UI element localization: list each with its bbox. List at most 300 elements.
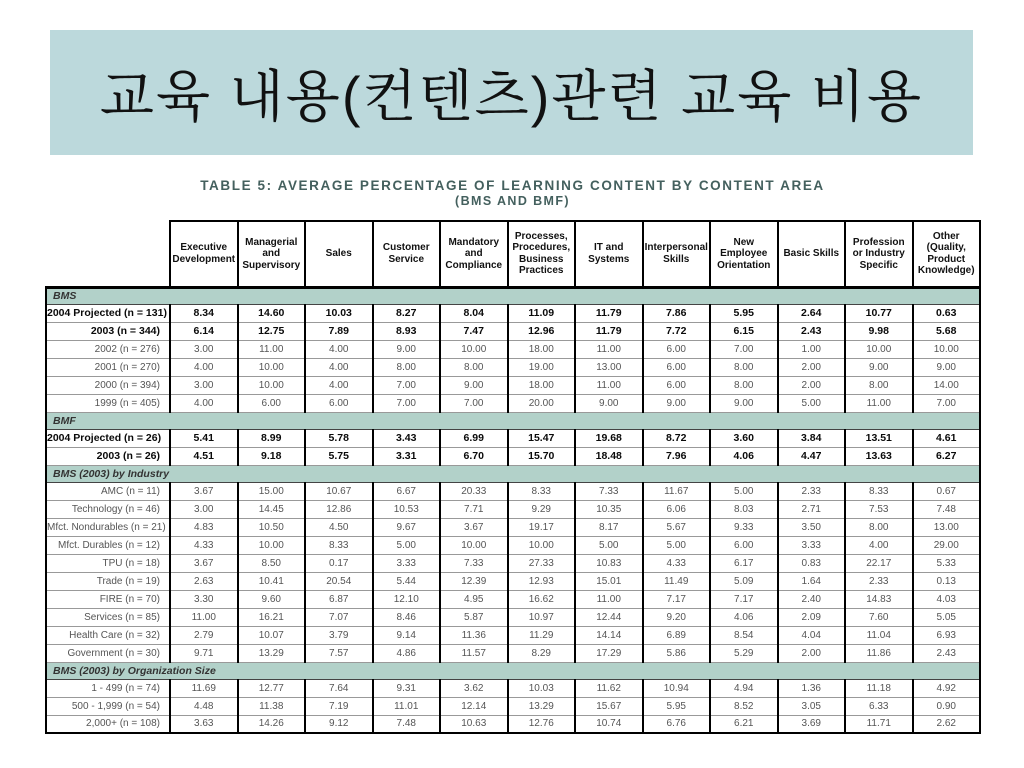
table-cell: 18.48: [575, 447, 643, 465]
table-cell: 8.99: [238, 429, 306, 447]
table-cell: 7.48: [373, 715, 441, 733]
table-cell: 5.95: [710, 304, 778, 322]
table-row: [46, 322, 980, 340]
content-table: [45, 220, 981, 734]
row-label: Services (n = 85): [46, 608, 170, 626]
table-cell: 14.60: [238, 304, 306, 322]
table-cell: 7.53: [845, 500, 913, 518]
section-header: BMS (2003) by Organization Size: [46, 662, 980, 679]
table-cell: 6.00: [305, 394, 373, 412]
table-cell: 3.67: [440, 518, 508, 536]
table-cell: 9.14: [373, 626, 441, 644]
table-row: [46, 358, 980, 376]
table-cell: 5.29: [710, 644, 778, 662]
table-row: [46, 429, 980, 447]
table-cell: 11.71: [845, 715, 913, 733]
table-cell: 5.78: [305, 429, 373, 447]
table-cell: 11.79: [575, 322, 643, 340]
table-cell: 14.00: [913, 376, 981, 394]
table-cell: 10.53: [373, 500, 441, 518]
table-cell: 12.39: [440, 572, 508, 590]
table-cell: 9.00: [440, 376, 508, 394]
table-cell: 18.00: [508, 376, 576, 394]
table-cell: 9.31: [373, 679, 441, 697]
table-cell: 7.71: [440, 500, 508, 518]
table-title-line2: (BMS AND BMF): [455, 194, 570, 208]
table-cell: 2.43: [913, 644, 981, 662]
table-cell: 9.98: [845, 322, 913, 340]
table-cell: 3.79: [305, 626, 373, 644]
table-cell: 8.00: [845, 376, 913, 394]
table-cell: 2.43: [778, 322, 846, 340]
table-cell: 3.00: [170, 340, 238, 358]
table-cell: 9.60: [238, 590, 306, 608]
table-cell: 11.69: [170, 679, 238, 697]
row-label: FIRE (n = 70): [46, 590, 170, 608]
table-cell: 4.92: [913, 679, 981, 697]
table-cell: 8.27: [373, 304, 441, 322]
table-cell: 8.54: [710, 626, 778, 644]
table-cell: 8.00: [710, 376, 778, 394]
row-label: Mfct. Durables (n = 12): [46, 536, 170, 554]
table-row: [46, 304, 980, 322]
column-header: Interpersonal Skills: [643, 221, 711, 287]
column-header: Profession or Industry Specific: [845, 221, 913, 287]
table-cell: 8.34: [170, 304, 238, 322]
table-cell: 10.83: [575, 554, 643, 572]
table-cell: 5.75: [305, 447, 373, 465]
table-cell: 15.00: [238, 482, 306, 500]
table-cell: 10.03: [305, 304, 373, 322]
column-header: Sales: [305, 221, 373, 287]
table-cell: 12.77: [238, 679, 306, 697]
table-cell: 2.00: [778, 644, 846, 662]
table-cell: 5.00: [373, 536, 441, 554]
table-row: [46, 697, 980, 715]
table-cell: 11.00: [238, 340, 306, 358]
table-cell: 4.00: [170, 394, 238, 412]
table-cell: 10.00: [238, 358, 306, 376]
table-cell: 6.70: [440, 447, 508, 465]
table-cell: 5.00: [643, 536, 711, 554]
table-row: [46, 572, 980, 590]
table-cell: 7.17: [643, 590, 711, 608]
table-cell: 10.07: [238, 626, 306, 644]
row-label: Health Care (n = 32): [46, 626, 170, 644]
table-cell: 3.00: [170, 376, 238, 394]
table-cell: 11.79: [575, 304, 643, 322]
column-header: Customer Service: [373, 221, 441, 287]
table-cell: 3.67: [170, 482, 238, 500]
table-cell: 7.96: [643, 447, 711, 465]
section-header: BMS: [46, 287, 980, 304]
table-cell: 14.14: [575, 626, 643, 644]
column-header: New Employee Orientation: [710, 221, 778, 287]
slide-title: 교육 내용(컨텐츠)관련 교육 비용: [99, 64, 924, 128]
table-cell: 16.62: [508, 590, 576, 608]
table-cell: 9.71: [170, 644, 238, 662]
table-cell: 9.00: [575, 394, 643, 412]
table-cell: 10.00: [913, 340, 981, 358]
table-cell: 9.18: [238, 447, 306, 465]
table-cell: 6.27: [913, 447, 981, 465]
table-cell: 20.54: [305, 572, 373, 590]
table-cell: 4.00: [170, 358, 238, 376]
table-cell: 10.35: [575, 500, 643, 518]
table-cell: 0.13: [913, 572, 981, 590]
section-header: BMF: [46, 412, 980, 429]
table-cell: 13.29: [508, 697, 576, 715]
table-cell: 7.00: [913, 394, 981, 412]
table-cell: 11.00: [575, 590, 643, 608]
column-header: Other (Quality, Product Knowledge): [913, 221, 981, 287]
table-cell: 4.33: [170, 536, 238, 554]
table-cell: 7.00: [440, 394, 508, 412]
table-cell: 9.00: [913, 358, 981, 376]
table-cell: 9.29: [508, 500, 576, 518]
table-cell: 13.00: [575, 358, 643, 376]
table-cell: 14.45: [238, 500, 306, 518]
table-cell: 2.09: [778, 608, 846, 626]
table-row: [46, 608, 980, 626]
table-cell: 8.46: [373, 608, 441, 626]
table-cell: 4.00: [305, 340, 373, 358]
table-cell: 8.52: [710, 697, 778, 715]
table-cell: 6.67: [373, 482, 441, 500]
table-cell: 13.51: [845, 429, 913, 447]
table-cell: 5.68: [913, 322, 981, 340]
table-cell: 6.99: [440, 429, 508, 447]
table-cell: 20.00: [508, 394, 576, 412]
table-cell: 15.01: [575, 572, 643, 590]
table-cell: 3.84: [778, 429, 846, 447]
table-cell: 6.00: [643, 376, 711, 394]
table-cell: 6.89: [643, 626, 711, 644]
row-label: 2003 (n = 26): [46, 447, 170, 465]
table-cell: 4.86: [373, 644, 441, 662]
table-row: [46, 626, 980, 644]
table-cell: 7.00: [373, 376, 441, 394]
table-cell: 6.06: [643, 500, 711, 518]
table-cell: 5.00: [710, 482, 778, 500]
table-title: [45, 177, 980, 209]
table-cell: 9.00: [373, 340, 441, 358]
table-cell: 2.63: [170, 572, 238, 590]
table-cell: 22.17: [845, 554, 913, 572]
table-cell: 5.41: [170, 429, 238, 447]
table-row: [46, 447, 980, 465]
table-cell: 3.33: [373, 554, 441, 572]
table-cell: 13.63: [845, 447, 913, 465]
row-label: AMC (n = 11): [46, 482, 170, 500]
table-cell: 7.64: [305, 679, 373, 697]
table-cell: 4.04: [778, 626, 846, 644]
table-cell: 6.33: [845, 697, 913, 715]
table-cell: 7.86: [643, 304, 711, 322]
table-cell: 17.29: [575, 644, 643, 662]
table-cell: 10.00: [508, 536, 576, 554]
table-cell: 3.30: [170, 590, 238, 608]
table-cell: 2.00: [778, 358, 846, 376]
row-label: Government (n = 30): [46, 644, 170, 662]
table-cell: 3.05: [778, 697, 846, 715]
column-header: Executive Development: [170, 221, 238, 287]
table-cell: 11.00: [170, 608, 238, 626]
table-cell: 29.00: [913, 536, 981, 554]
table-cell: 6.76: [643, 715, 711, 733]
table-cell: 3.43: [373, 429, 441, 447]
table-cell: 10.97: [508, 608, 576, 626]
table-cell: 8.29: [508, 644, 576, 662]
table-cell: 0.17: [305, 554, 373, 572]
table-cell: 10.00: [238, 376, 306, 394]
table-cell: 10.00: [845, 340, 913, 358]
table-cell: 1.64: [778, 572, 846, 590]
table-cell: 11.57: [440, 644, 508, 662]
table-cell: 8.00: [710, 358, 778, 376]
row-label: 2000 (n = 394): [46, 376, 170, 394]
table-cell: 7.33: [440, 554, 508, 572]
row-label: 2004 Projected (n = 26): [46, 429, 170, 447]
table-cell: 8.33: [305, 536, 373, 554]
table-cell: 3.67: [170, 554, 238, 572]
table-cell: 8.93: [373, 322, 441, 340]
table-title-line1: TABLE 5: AVERAGE PERCENTAGE OF LEARNING CONTENT BY CONTENT AREA: [200, 178, 825, 193]
table-cell: 3.69: [778, 715, 846, 733]
table-cell: 6.00: [643, 358, 711, 376]
table-cell: 4.06: [710, 608, 778, 626]
table-row: [46, 500, 980, 518]
table-cell: 8.50: [238, 554, 306, 572]
table-cell: 8.72: [643, 429, 711, 447]
table-cell: 2.62: [913, 715, 981, 733]
table-cell: 4.00: [845, 536, 913, 554]
table-cell: 4.48: [170, 697, 238, 715]
table-cell: 15.67: [575, 697, 643, 715]
table-cell: 10.41: [238, 572, 306, 590]
table-cell: 8.33: [508, 482, 576, 500]
table-cell: 5.86: [643, 644, 711, 662]
table-cell: 5.67: [643, 518, 711, 536]
table-cell: 8.03: [710, 500, 778, 518]
table-cell: 6.15: [710, 322, 778, 340]
table-cell: 11.38: [238, 697, 306, 715]
table-row: [46, 394, 980, 412]
table-cell: 13.29: [238, 644, 306, 662]
table-cell: 6.21: [710, 715, 778, 733]
table-cell: 4.47: [778, 447, 846, 465]
table-row: [46, 590, 980, 608]
table-cell: 5.33: [913, 554, 981, 572]
table-cell: 2.00: [778, 376, 846, 394]
table-cell: 9.00: [643, 394, 711, 412]
table-row: [46, 536, 980, 554]
table-cell: 4.33: [643, 554, 711, 572]
table-cell: 8.00: [440, 358, 508, 376]
table-row: [46, 554, 980, 572]
table-row: [46, 715, 980, 733]
table-cell: 9.00: [845, 358, 913, 376]
row-label: TPU (n = 18): [46, 554, 170, 572]
table-cell: 3.60: [710, 429, 778, 447]
table-cell: 12.96: [508, 322, 576, 340]
row-label: 2,000+ (n = 108): [46, 715, 170, 733]
table-cell: 12.75: [238, 322, 306, 340]
table-cell: 12.86: [305, 500, 373, 518]
table-cell: 7.33: [575, 482, 643, 500]
table-cell: 4.83: [170, 518, 238, 536]
table-cell: 15.47: [508, 429, 576, 447]
table-cell: 10.77: [845, 304, 913, 322]
table-cell: 7.89: [305, 322, 373, 340]
table-cell: 0.63: [913, 304, 981, 322]
table-cell: 11.01: [373, 697, 441, 715]
table-cell: 20.33: [440, 482, 508, 500]
column-header: Basic Skills: [778, 221, 846, 287]
table-row: [46, 644, 980, 662]
table-cell: 8.17: [575, 518, 643, 536]
table-cell: 10.00: [440, 340, 508, 358]
table-cell: 4.50: [305, 518, 373, 536]
column-header: Managerial and Supervisory: [238, 221, 306, 287]
table-cell: 2.64: [778, 304, 846, 322]
row-label: 2002 (n = 276): [46, 340, 170, 358]
table-cell: 12.14: [440, 697, 508, 715]
table-cell: 18.00: [508, 340, 576, 358]
table-cell: 10.94: [643, 679, 711, 697]
table-cell: 6.00: [643, 340, 711, 358]
table-cell: 19.17: [508, 518, 576, 536]
table-cell: 9.20: [643, 608, 711, 626]
table-cell: 10.63: [440, 715, 508, 733]
table-cell: 1.36: [778, 679, 846, 697]
table-cell: 2.33: [845, 572, 913, 590]
table-cell: 19.68: [575, 429, 643, 447]
table-cell: 11.09: [508, 304, 576, 322]
table-cell: 6.00: [238, 394, 306, 412]
table-cell: 4.00: [305, 376, 373, 394]
table-cell: 11.00: [575, 376, 643, 394]
table-cell: 11.29: [508, 626, 576, 644]
row-label: 1 - 499 (n = 74): [46, 679, 170, 697]
table-cell: 6.93: [913, 626, 981, 644]
table-cell: 11.62: [575, 679, 643, 697]
table-cell: 7.57: [305, 644, 373, 662]
table-cell: 9.67: [373, 518, 441, 536]
table-cell: 11.86: [845, 644, 913, 662]
table-cell: 11.67: [643, 482, 711, 500]
table-cell: 1.00: [778, 340, 846, 358]
table-cell: 11.00: [575, 340, 643, 358]
table-cell: 7.17: [710, 590, 778, 608]
table-cell: 11.36: [440, 626, 508, 644]
table-cell: 5.09: [710, 572, 778, 590]
row-label: Trade (n = 19): [46, 572, 170, 590]
column-header: Mandatory and Compliance: [440, 221, 508, 287]
table-cell: 7.72: [643, 322, 711, 340]
table-cell: 5.44: [373, 572, 441, 590]
table-cell: 2.40: [778, 590, 846, 608]
table-cell: 7.07: [305, 608, 373, 626]
table-cell: 6.14: [170, 322, 238, 340]
table-cell: 2.79: [170, 626, 238, 644]
table-cell: 15.70: [508, 447, 576, 465]
table-cell: 5.05: [913, 608, 981, 626]
table-cell: 10.74: [575, 715, 643, 733]
corner-cell: [46, 221, 170, 287]
row-label: 2001 (n = 270): [46, 358, 170, 376]
table-cell: 7.00: [373, 394, 441, 412]
table-cell: 0.67: [913, 482, 981, 500]
table-cell: 12.10: [373, 590, 441, 608]
table-cell: 7.47: [440, 322, 508, 340]
table-cell: 3.62: [440, 679, 508, 697]
table-cell: 12.44: [575, 608, 643, 626]
table-cell: 4.06: [710, 447, 778, 465]
table-row: [46, 518, 980, 536]
table-cell: 3.33: [778, 536, 846, 554]
table-cell: 10.67: [305, 482, 373, 500]
table-cell: 10.50: [238, 518, 306, 536]
table-cell: 4.51: [170, 447, 238, 465]
slide-title-band: [50, 30, 973, 155]
table-cell: 4.95: [440, 590, 508, 608]
table-cell: 11.49: [643, 572, 711, 590]
table-cell: 4.03: [913, 590, 981, 608]
row-label: 2003 (n = 344): [46, 322, 170, 340]
table-cell: 14.83: [845, 590, 913, 608]
row-label: 1999 (n = 405): [46, 394, 170, 412]
table-cell: 2.71: [778, 500, 846, 518]
table-cell: 12.93: [508, 572, 576, 590]
row-label: Technology (n = 46): [46, 500, 170, 518]
table-row: [46, 679, 980, 697]
table-cell: 6.17: [710, 554, 778, 572]
table-cell: 2.33: [778, 482, 846, 500]
table-cell: 10.03: [508, 679, 576, 697]
table-cell: 7.60: [845, 608, 913, 626]
table-cell: 3.50: [778, 518, 846, 536]
table-cell: 9.33: [710, 518, 778, 536]
table-cell: 7.19: [305, 697, 373, 715]
table-cell: 8.04: [440, 304, 508, 322]
table-cell: 5.00: [575, 536, 643, 554]
table-cell: 7.00: [710, 340, 778, 358]
table-cell: 3.63: [170, 715, 238, 733]
table-cell: 11.00: [845, 394, 913, 412]
table-cell: 4.00: [305, 358, 373, 376]
table-cell: 9.12: [305, 715, 373, 733]
table-row: [46, 482, 980, 500]
table-cell: 11.18: [845, 679, 913, 697]
table-cell: 10.00: [440, 536, 508, 554]
table-cell: 4.94: [710, 679, 778, 697]
table-row: [46, 376, 980, 394]
table-cell: 8.00: [373, 358, 441, 376]
table-cell: 9.00: [710, 394, 778, 412]
table-cell: 11.04: [845, 626, 913, 644]
row-label: Mfct. Nondurables (n = 21): [46, 518, 170, 536]
table-cell: 8.00: [845, 518, 913, 536]
table-cell: 6.00: [710, 536, 778, 554]
table-cell: 5.95: [643, 697, 711, 715]
row-label: 2004 Projected (n = 131): [46, 304, 170, 322]
table-cell: 5.00: [778, 394, 846, 412]
column-header: Processes, Procedures, Business Practices: [508, 221, 576, 287]
table-cell: 13.00: [913, 518, 981, 536]
table-row: [46, 340, 980, 358]
table-cell: 0.90: [913, 697, 981, 715]
